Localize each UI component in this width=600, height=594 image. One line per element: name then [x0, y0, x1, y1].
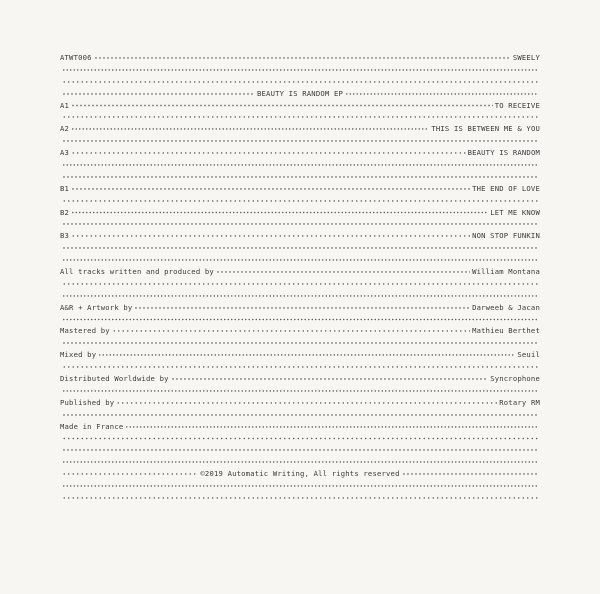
track-row: [60, 183, 540, 195]
credit-row: [60, 266, 540, 278]
dot-leader: [62, 433, 538, 445]
dot-leader: [62, 218, 538, 230]
dot-leader: [71, 230, 470, 242]
dot-leader: [171, 373, 489, 385]
track-side: B2: [60, 207, 70, 217]
track-row: [60, 230, 540, 242]
dot-leader: [62, 456, 538, 468]
dot-leader: [62, 242, 538, 254]
track-name: THE END OF LOVE: [472, 183, 540, 193]
dot-leader: [71, 100, 493, 112]
dot-filler-row: [60, 290, 540, 302]
credit-row: [60, 421, 540, 433]
dot-leader: [71, 207, 488, 219]
dot-leader: [62, 159, 538, 171]
credit-name: William Montana: [472, 267, 540, 277]
dot-filler-row: [60, 135, 540, 147]
dot-leader: [345, 88, 538, 100]
dot-leader: [62, 492, 538, 504]
track-row: [60, 207, 540, 219]
dot-filler-row: [60, 314, 540, 326]
copyright-text: ©2019 Automatic Writing, All rights reserved: [200, 469, 400, 479]
dot-filler-row: [60, 64, 540, 76]
credit-name: Syncrophone: [490, 374, 540, 384]
track-name: TO RECEIVE: [494, 100, 540, 110]
credit-row: [60, 302, 540, 314]
dot-filler-row: [60, 444, 540, 456]
dot-filler-row: [60, 480, 540, 492]
dot-leader: [62, 88, 255, 100]
dot-leader: [71, 123, 429, 135]
dot-filler-row: [60, 159, 540, 171]
dot-leader: [62, 278, 538, 290]
dot-leader: [62, 135, 538, 147]
dot-leader: [62, 337, 538, 349]
dot-leader: [216, 266, 470, 278]
credit-name: Seuil: [517, 350, 540, 360]
credit-role: Mastered by: [60, 326, 110, 336]
dot-leader: [71, 183, 470, 195]
dot-filler-row: [60, 278, 540, 290]
credit-role: A&R + Artwork by: [60, 302, 133, 312]
dot-filler-row: [60, 337, 540, 349]
dot-leader: [62, 171, 538, 183]
dot-filler-row: [60, 242, 540, 254]
dot-filler-row: [60, 361, 540, 373]
dot-filler-row: [60, 433, 540, 445]
dot-leader: [98, 349, 515, 361]
credit-name: Rotary RM: [499, 397, 540, 407]
dot-filler-row: [60, 195, 540, 207]
dot-leader: [62, 468, 198, 480]
dot-leader: [62, 76, 538, 88]
dot-filler-row: [60, 254, 540, 266]
dot-filler-row: [60, 409, 540, 421]
track-side: A3: [60, 148, 70, 158]
dot-leader: [62, 254, 538, 266]
credit-role: All tracks written and produced by: [60, 267, 214, 277]
copyright-row: [60, 468, 540, 480]
dot-leader: [94, 52, 511, 64]
dot-filler-row: [60, 456, 540, 468]
track-name: LET ME KNOW: [490, 207, 540, 217]
dot-leader: [62, 409, 538, 421]
track-name: NON STOP FUNKIN: [472, 231, 540, 241]
release-title: BEAUTY IS RANDOM EP: [256, 88, 344, 98]
dot-leader: [62, 195, 538, 207]
credit-row: [60, 397, 540, 409]
dot-leader: [62, 64, 538, 76]
dot-leader: [134, 302, 470, 314]
track-name: THIS IS BETWEEN ME & YOU: [431, 124, 540, 134]
track-name: BEAUTY IS RANDOM: [467, 148, 540, 158]
dot-filler-row: [60, 218, 540, 230]
credit-role: Distributed Worldwide by: [60, 374, 169, 384]
dot-leader: [112, 325, 470, 337]
credit-role: Published by: [60, 397, 115, 407]
title-row: [60, 88, 540, 100]
dot-leader: [402, 468, 538, 480]
credit-row: [60, 349, 540, 361]
track-side: A1: [60, 100, 70, 110]
dot-leader: [71, 147, 466, 159]
credit-name: Darweeb & Jacan: [472, 302, 540, 312]
dot-filler-row: [60, 76, 540, 88]
dot-leader: [62, 385, 538, 397]
track-row: [60, 123, 540, 135]
dot-filler-row: [60, 492, 540, 504]
catalog-code: ATWT006: [60, 53, 92, 62]
track-side: A2: [60, 124, 70, 134]
credit-role: Made in France: [60, 421, 124, 431]
artist-name: SWEELY: [512, 53, 540, 62]
track-row: [60, 147, 540, 159]
credit-role: Mixed by: [60, 350, 97, 360]
dot-filler-row: [60, 171, 540, 183]
dot-leader: [62, 111, 538, 123]
dot-filler-row: [60, 111, 540, 123]
dot-leader: [116, 397, 497, 409]
dot-leader: [62, 290, 538, 302]
track-side: B1: [60, 183, 70, 193]
dot-leader: [62, 361, 538, 373]
dot-leader: [62, 314, 538, 326]
credit-row: [60, 325, 540, 337]
dot-leader: [125, 421, 538, 433]
track-side: B3: [60, 231, 70, 241]
credit-name: Mathieu Berthet: [472, 326, 540, 336]
track-row: [60, 100, 540, 112]
credit-row: [60, 373, 540, 385]
dot-leader: [62, 444, 538, 456]
dot-filler-row: [60, 385, 540, 397]
dot-leader: [62, 480, 538, 492]
catalog-row: [60, 52, 540, 64]
